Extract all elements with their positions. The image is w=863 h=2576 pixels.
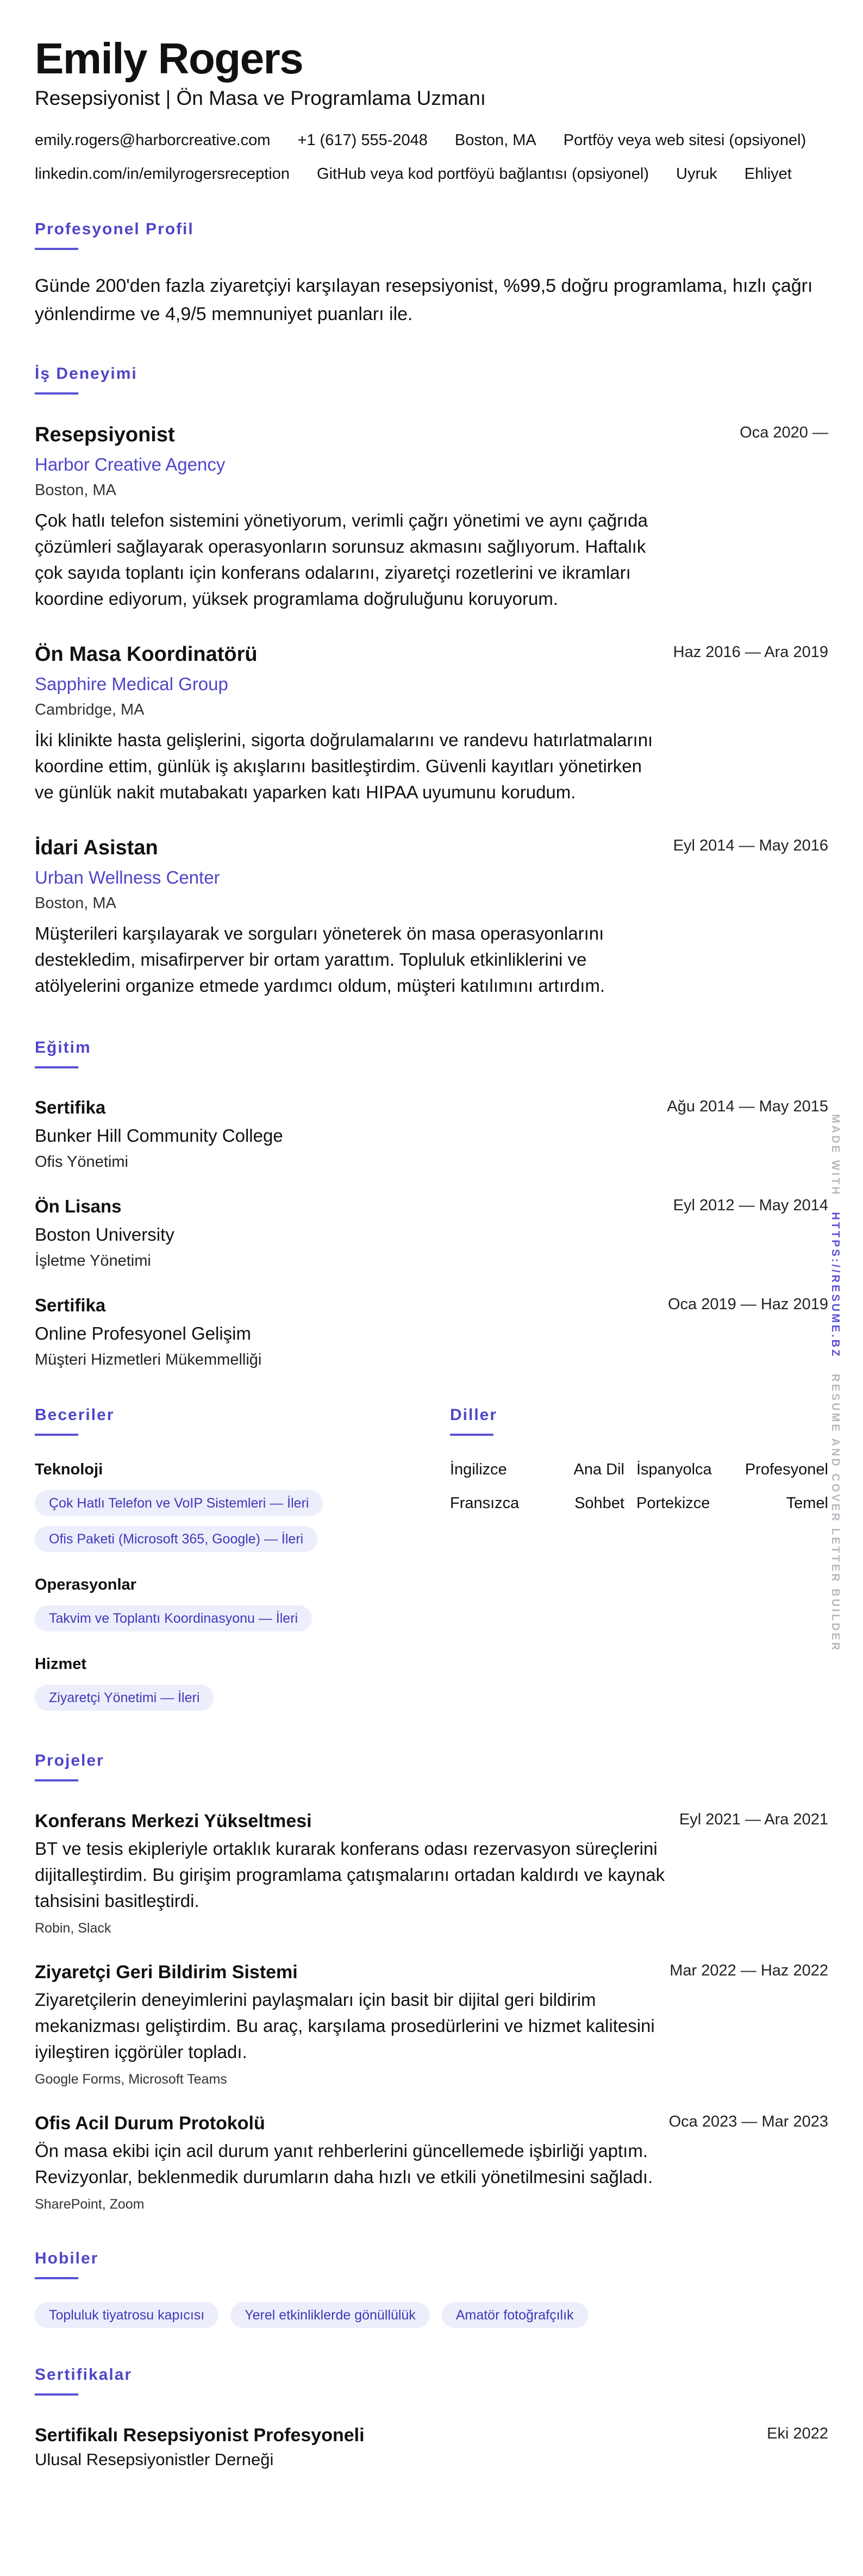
- skill-group: [35, 1653, 450, 1711]
- skill-chip: Ofis Paketi (Microsoft 365, Google) — İleri: [35, 1526, 317, 1552]
- job-description: Çok hatlı telefon sistemini yönetiyorum, verimli çağrı yönetimi ve aynı çağrıda çözümleri sağlayarak operasyonların sorunsuz akmasını sağlıyorum. Haftalık çok sayıda toplantı için konferans odalarını, ziyaretçi rozetlerini ve ikramları koordine ediyorum, yüksek programlama doğruluğunu koruyorum.: [35, 510, 648, 609]
- project-name: Ofis Acil Durum Protokolü: [35, 2113, 265, 2134]
- education-entry: [35, 1293, 828, 1371]
- section-rule: [450, 1434, 493, 1436]
- entry-date: Mar 2022 — Haz 2022: [670, 1962, 828, 1979]
- language-name: İspanyolca: [636, 1461, 712, 1478]
- project-description: Ön masa ekibi için acil durum yanıt rehberlerini güncellemede işbirliği yaptım. Revizyonlar, beklenmedik durumların daha hızlı ve etkili yönetilmesini sağladı.: [35, 2141, 653, 2187]
- watermark-link[interactable]: HTTPS://RESUME.BZ: [829, 1212, 841, 1359]
- company-name: Urban Wellness Center: [35, 867, 220, 887]
- profile-section: [35, 218, 828, 328]
- entry-date: Oca 2020 —: [740, 424, 828, 441]
- skill-category: Operasyonlar: [35, 1576, 136, 1593]
- language-level: Sohbet: [574, 1495, 624, 1512]
- contact-row-1: [35, 129, 828, 151]
- profile-text: Günde 200'den fazla ziyaretçiyi karşılayan resepsiyonist, %99,5 doğru programlama, hızlı çağrı yönlendirme ve 4,9/5 memnuniyet puanları ile.: [35, 276, 813, 324]
- watermark: [829, 1114, 841, 1652]
- entry-date: Eyl 2014 — May 2016: [673, 837, 828, 854]
- experience-entry: [35, 835, 828, 999]
- experience-entry: [35, 422, 828, 612]
- section-title: Eğitim: [35, 1039, 91, 1056]
- entry-date: Ağu 2014 — May 2015: [667, 1098, 828, 1115]
- section-rule: [35, 248, 78, 250]
- projects-section: [35, 1750, 828, 2214]
- language-name: Fransızca: [450, 1495, 520, 1512]
- company-name: Sapphire Medical Group: [35, 674, 228, 694]
- contact-email[interactable]: emily.rogers@harborcreative.com: [35, 132, 271, 149]
- school-name: Online Profesyonel Gelişim: [35, 1323, 251, 1343]
- section-rule: [35, 392, 78, 395]
- project-tech: Google Forms, Microsoft Teams: [35, 2072, 227, 2087]
- language-name: İngilizce: [450, 1461, 507, 1478]
- entry-date: Eyl 2012 — May 2014: [673, 1197, 828, 1214]
- skill-group: [35, 1574, 450, 1631]
- project-name: Konferans Merkezi Yükseltmesi: [35, 1811, 312, 1831]
- entry-date: Haz 2016 — Ara 2019: [673, 643, 828, 661]
- contact-row-2: [35, 163, 828, 185]
- entry-date: Eyl 2021 — Ara 2021: [679, 1811, 828, 1828]
- hobby-chips: [35, 2302, 828, 2328]
- job-location: Boston, MA: [35, 482, 116, 499]
- language-name: Portekizce: [636, 1495, 710, 1512]
- skill-category: Hizmet: [35, 1655, 87, 1673]
- job-description: İki klinikte hasta gelişlerini, sigorta doğrulamalarını ve randevu hatırlatmalarını koordine ettim, günlük iş akışlarını basitleştirdim. Güvenli kayıtları yönetirken ve günlük nakit mutabakatı yaparken katı HIPAA uyumunu korudum.: [35, 730, 653, 802]
- certification-issuer: Ulusal Resepsiyonistler Derneği: [35, 2450, 274, 2469]
- field-of-study: İşletme Yönetimi: [35, 1252, 151, 1270]
- school-name: Bunker Hill Community College: [35, 1126, 283, 1146]
- skill-chips: [35, 1480, 450, 1552]
- section-rule: [35, 2393, 78, 2396]
- job-title: Resepsiyonist: [35, 423, 175, 446]
- section-rule: [35, 2277, 78, 2279]
- project-tech: Robin, Slack: [35, 1921, 111, 1936]
- language-level: Ana Dil: [573, 1461, 624, 1478]
- project-description: BT ve tesis ekipleriyle ortaklık kurarak konferans odası rezervasyon süreçlerini dijitalleştirdim. Bu girişim programlama çatışmalarını ortadan kaldırdı ve kaynak tahsisini basitleştirdi.: [35, 1839, 665, 1911]
- hobby-chip: Amatör fotoğrafçılık: [442, 2302, 588, 2328]
- degree: Sertifika: [35, 1097, 106, 1117]
- skills-section: [35, 1404, 450, 1711]
- section-title: Diller: [450, 1406, 498, 1424]
- contact-license: Ehliyet: [744, 165, 792, 183]
- watermark-prefix: MADE WITH: [829, 1114, 841, 1197]
- skill-chip: Takvim ve Toplantı Koordinasyonu — İleri: [35, 1605, 312, 1631]
- project-name: Ziyaretçi Geri Bildirim Sistemi: [35, 1962, 298, 1983]
- candidate-headline: Resepsiyonist | Ön Masa ve Programlama Uzmanı: [35, 87, 486, 109]
- hobby-chip: Topluluk tiyatrosu kapıcısı: [35, 2302, 218, 2328]
- project-description: Ziyaretçilerin deneyimlerini paylaşmaları için basit bir dijital geri bildirim mekanizması geliştirdim. Bu araç, karşılama prosedürlerini ve hizmet kalitesini iyileştiren içgörüler topladı.: [35, 1990, 655, 2062]
- school-name: Boston University: [35, 1224, 174, 1245]
- section-title: Projeler: [35, 1752, 104, 1770]
- company-name: Harbor Creative Agency: [35, 454, 226, 474]
- section-title: İş Deneyimi: [35, 365, 137, 383]
- skill-chip: Ziyaretçi Yönetimi — İleri: [35, 1685, 214, 1711]
- resume-header: [35, 34, 828, 185]
- education-section: [35, 1037, 828, 1371]
- job-title: İdari Asistan: [35, 836, 158, 859]
- section-rule: [35, 1066, 78, 1068]
- entry-date: Oca 2019 — Haz 2019: [667, 1296, 828, 1313]
- certifications-section: [35, 2364, 828, 2472]
- language-level: Profesyonel: [745, 1461, 828, 1478]
- skill-group: [35, 1459, 450, 1552]
- job-description: Müşterileri karşılayarak ve sorguları yöneterek ön masa operasyonlarını destekledim, misafirperver bir ortam yarattım. Topluluk etkinliklerini ve atölyelerini organize etmede yardımcı oldum, müşteri katılımını artırdım.: [35, 923, 605, 996]
- contact-location: Boston, MA: [454, 132, 536, 149]
- certification-name: Sertifikalı Resepsiyonist Profesyoneli: [35, 2425, 365, 2446]
- watermark-suffix: RESUME AND COVER LETTER BUILDER: [829, 1374, 841, 1653]
- contact-github[interactable]: GitHub veya kod portföyü bağlantısı (opsiyonel): [317, 165, 649, 183]
- language-level: Temel: [786, 1495, 828, 1512]
- degree: Sertifika: [35, 1295, 106, 1315]
- section-rule: [35, 1434, 78, 1436]
- certification-entry: [35, 2423, 828, 2472]
- education-entry: [35, 1195, 828, 1272]
- project-entry: [35, 1809, 828, 1938]
- section-title: Profesyonel Profil: [35, 220, 194, 238]
- hobby-chip: Yerel etkinliklerde gönüllülük: [230, 2302, 430, 2328]
- languages-grid: [450, 1459, 828, 1514]
- project-tech: SharePoint, Zoom: [35, 2197, 145, 2212]
- entry-date: Eki 2022: [767, 2425, 828, 2442]
- experience-section: [35, 363, 828, 999]
- section-title: Sertifikalar: [35, 2366, 133, 2384]
- project-entry: [35, 1960, 828, 2089]
- section-rule: [35, 1779, 78, 1781]
- contact-linkedin[interactable]: linkedin.com/in/emilyrogersreception: [35, 165, 290, 183]
- education-entry: [35, 1096, 828, 1173]
- hobbies-section: [35, 2248, 828, 2328]
- section-title: Hobiler: [35, 2249, 99, 2267]
- entry-date: Oca 2023 — Mar 2023: [668, 2113, 828, 2130]
- contact-nationality: Uyruk: [676, 165, 717, 183]
- section-title: Beceriler: [35, 1406, 115, 1424]
- degree: Ön Lisans: [35, 1196, 122, 1216]
- field-of-study: Ofis Yönetimi: [35, 1153, 128, 1171]
- project-entry: [35, 2111, 828, 2214]
- contact-phone[interactable]: +1 (617) 555-2048: [297, 132, 428, 149]
- contact-website[interactable]: Portföy veya web sitesi (opsiyonel): [563, 132, 806, 149]
- skill-category: Teknoloji: [35, 1461, 103, 1478]
- job-location: Cambridge, MA: [35, 701, 145, 718]
- candidate-name: Emily Rogers: [35, 34, 303, 83]
- skill-chips: [35, 1596, 450, 1631]
- skill-chip: Çok Hatlı Telefon ve VoIP Sistemleri — İleri: [35, 1490, 323, 1516]
- languages-section: [450, 1404, 828, 1711]
- experience-entry: [35, 641, 828, 805]
- job-location: Boston, MA: [35, 895, 116, 912]
- field-of-study: Müşteri Hizmetleri Mükemmelliği: [35, 1351, 262, 1368]
- job-title: Ön Masa Koordinatörü: [35, 643, 258, 666]
- skills-languages-row: [35, 1404, 828, 1711]
- skill-chips: [35, 1675, 450, 1711]
